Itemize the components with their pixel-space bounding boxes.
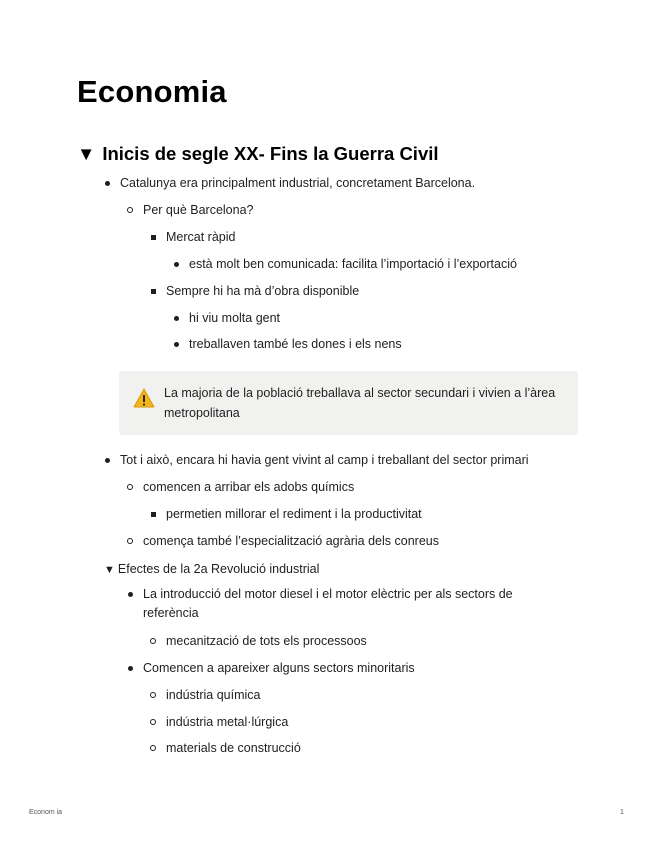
bullet-disc-icon (126, 585, 136, 604)
list-item (143, 532, 439, 551)
list-item (166, 713, 288, 732)
bullet-disc-icon (103, 451, 113, 470)
bullet-square-icon (149, 282, 159, 301)
list-item (143, 478, 354, 497)
list-item (120, 174, 475, 193)
bullet-circle-icon (126, 478, 136, 497)
list-item-text: Per què Barcelona? (143, 203, 254, 217)
bullet-square-icon (149, 228, 159, 247)
list-item (166, 686, 261, 705)
bullet-disc-icon (172, 255, 182, 274)
warning-icon (133, 387, 155, 409)
list-item-text: hi viu molta gent (189, 311, 281, 325)
list-item-text: mecanització de tots els processoos (166, 634, 367, 648)
list-item-text: Catalunya era principalment industrial, concretament Barcelona. (120, 176, 476, 190)
toggle-heading[interactable] (104, 560, 319, 580)
bullet-disc-icon (172, 309, 182, 328)
list-item-text: està molt ben comunicada: facilita l’importació i l’exportació (189, 257, 517, 271)
list-item-text: La introducció del motor diesel i el motor elèctric per als sectors de referència (143, 587, 513, 620)
bullet-disc-icon (172, 335, 182, 354)
list-item (166, 505, 422, 524)
bullet-disc-icon (103, 174, 113, 193)
bullet-circle-icon (126, 201, 136, 220)
bullet-square-icon (149, 505, 159, 524)
list-item (166, 282, 359, 301)
list-item-text: comencen a arribar els adobs químics (143, 480, 355, 494)
toggle-title: Efectes de la 2a Revolució industrial (117, 562, 320, 576)
list-item (143, 201, 254, 220)
list-item-text: Tot i això, encara hi havia gent vivint al camp i treballant del sector primari (120, 453, 529, 467)
bullet-circle-icon (126, 532, 136, 551)
callout-box (119, 371, 578, 435)
list-item (166, 739, 301, 758)
bullet-circle-icon (149, 686, 159, 705)
callout-text: La majoria de la població treballava al sector secundari i vivien a l’àrea metropolitana (164, 386, 556, 420)
list-item (120, 451, 529, 470)
toggle-triangle-icon[interactable]: ▼ (104, 564, 115, 576)
list-item-text: Mercat ràpid (166, 230, 236, 244)
footer-document-title: Econom ia (29, 809, 63, 816)
list-item-text: materials de construcció (166, 741, 301, 755)
bullet-circle-icon (149, 632, 159, 651)
list-item-text: treballaven també les dones i els nens (189, 337, 402, 351)
list-item-text: indústria química (166, 688, 261, 702)
list-item-text: Comencen a apareixer alguns sectors minoritaris (143, 661, 415, 675)
list-item-text: indústria metal·lúrgica (166, 715, 289, 729)
list-item-text: comença també l’especialització agrària dels conreus (143, 534, 439, 548)
list-item (166, 632, 367, 651)
list-item-text: Sempre hi ha mà d’obra disponible (166, 284, 360, 298)
list-item (143, 585, 543, 623)
page-title: Economia (77, 74, 227, 109)
list-item (189, 335, 402, 354)
list-item (189, 255, 517, 274)
bullet-circle-icon (149, 739, 159, 758)
list-item (189, 309, 280, 328)
bullet-disc-icon (126, 659, 136, 678)
list-item-text: permetien millorar el rediment i la productivitat (166, 507, 422, 521)
footer-page-number: 1 (620, 809, 624, 816)
list-item (143, 659, 415, 678)
list-item (166, 228, 235, 247)
section-title: Inicis de segle XX- Fins la Guerra Civil (102, 143, 439, 164)
section-toggle-heading[interactable] (77, 143, 439, 165)
toggle-triangle-icon[interactable]: ▼ (77, 143, 96, 164)
bullet-circle-icon (149, 713, 159, 732)
